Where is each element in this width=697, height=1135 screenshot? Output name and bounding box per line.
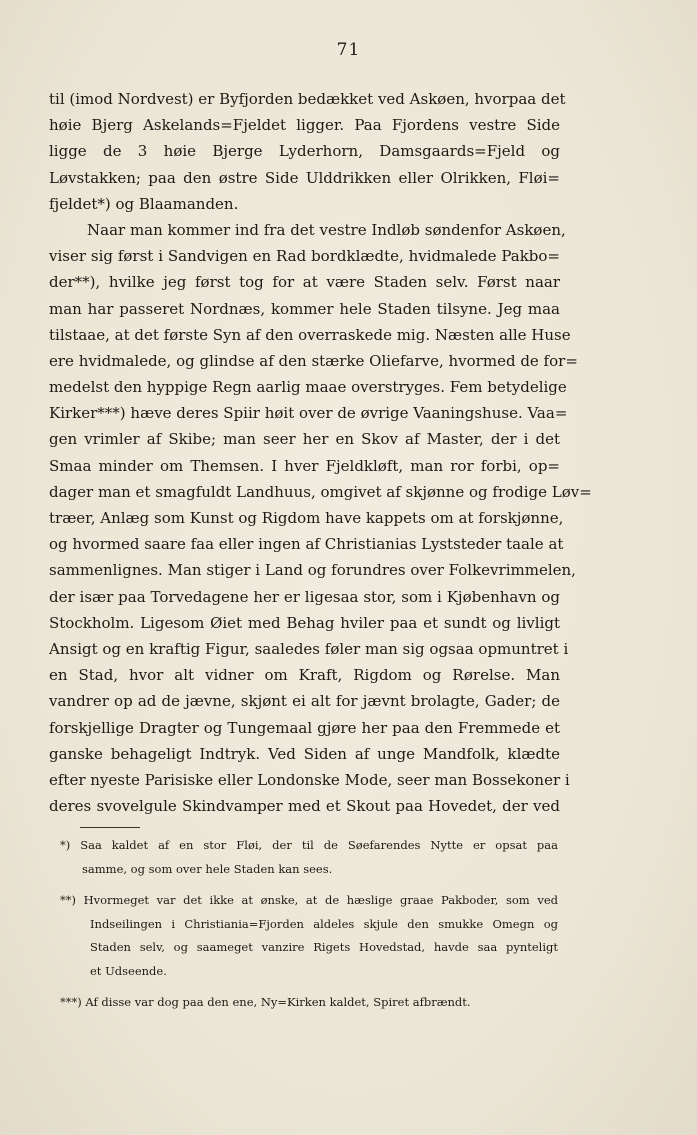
text-line: forskjellige Dragter og Tungemaal gjøre her paa den Fremmede et (49, 718, 560, 737)
text-line: deres svovelgule Skindvamper med et Skout paa Hovedet, der ved (49, 797, 560, 816)
text-line: en Stad, hvor alt vidner om Kraft, Rigdom og Rørelse. Man (49, 666, 560, 685)
text-line: til (imod Nordvest) er Byfjorden bedækket ved Askøen, hvorpaa det (49, 90, 566, 108)
text-line: Løvstakken; paa den østre Side Ulddrikken eller Olrikken, Fløi= (49, 168, 560, 187)
footnote-3 (60, 991, 558, 1015)
footnote-divider (80, 827, 140, 828)
footnote-1 (60, 834, 558, 881)
text-line: ere hvidmalede, og glindse af den stærke Oliefarve, hvormed de for= (49, 351, 578, 370)
footnote-line: Hvormeget var det ikke at ønske, at de hæslige graae Pakboder, som ved (83, 893, 558, 907)
text-line: der**), hvilke jeg først tog for at være Staden selv. Først naar (49, 273, 560, 292)
text-line: Smaa minder om Themsen. I hver Fjeldkløft, man ror forbi, op= (49, 456, 560, 475)
footnotes (60, 834, 558, 1023)
text-line: Naar man kommer ind fra det vestre Indløb søndenfor Askøen, (87, 220, 566, 239)
text-line: viser sig først i Sandvigen en Rad bordklædte, hvidmalede Pakbo= (49, 247, 560, 266)
footnote-2 (60, 889, 558, 983)
text-line: medelst den hyppige Regn aarlig maae overstryges. Fem betydelige (49, 378, 567, 397)
footnote-mark: ***) (60, 995, 82, 1009)
text-line: efter nyeste Parisiske eller Londonske Mode, seer man Bossekoner i (49, 770, 570, 789)
page-number: 71 (336, 40, 361, 60)
body-text (49, 86, 592, 819)
text-line: vandrer op ad de jævne, skjønt ei alt for jævnt brolagte, Gader; de (49, 692, 560, 711)
footnote-line: Staden selv, og saameget vanzire Rigets Hovedstad, havde saa pynteligt (90, 940, 558, 954)
text-line: tilstaae, at det første Syn af den overraskede mig. Næsten alle Huse (49, 325, 571, 344)
footnote-mark: **) (60, 893, 76, 907)
text-line: Kirker***) hæve deres Spiir høit over de øvrige Vaaningshuse. Vaa= (49, 404, 568, 423)
text-line: sammenlignes. Man stiger i Land og forundres over Folkevrimmelen, (49, 561, 576, 580)
text-line: fjeldet*) og Blaamanden. (49, 194, 239, 213)
footnote-mark: *) (60, 838, 71, 852)
text-line: og hvormed saare faa eller ingen af Christianias Lyststeder taale at (49, 535, 564, 554)
text-line: dager man et smagfuldt Landhuus, omgivet af skjønne og frodige Løv= (49, 482, 592, 501)
footnote-line: et Udseende. (90, 963, 167, 978)
footnote-line: Indseilingen i Christiania=Fjorden aldeles skjule den smukke Omegn og (90, 916, 558, 931)
text-line: træer, Anlæg som Kunst og Rigdom have kappets om at forskjønne, (49, 509, 564, 527)
text-line: Stockholm. Ligesom Øiet med Behag hviler paa et sundt og livligt (49, 613, 560, 632)
text-line: gen vrimler af Skibe; man seer her en Skov af Master, der i det (49, 430, 560, 449)
text-line: ganske behageligt Indtryk. Ved Siden af unge Mandfolk, klædte (49, 744, 560, 763)
text-line: høie Bjerg Askelands=Fjeldet ligger. Paa Fjordens vestre Side (49, 116, 560, 135)
text-line: Ansigt og en kraftig Figur, saaledes føler man sig ogsaa opmuntret i (49, 639, 569, 658)
footnote-line: samme, og som over hele Staden kan sees. (82, 861, 333, 876)
footnote-line: Saa kaldet af en stor Fløi, der til de Søefarendes Nytte er opsat paa (80, 838, 558, 852)
text-line: ligge de 3 høie Bjerge Lyderhorn, Damsgaards=Fjeld og (49, 142, 560, 161)
text-line: man har passeret Nordnæs, kommer hele Staden tilsyne. Jeg maa (49, 299, 560, 318)
footnote-line: Af disse var dog paa den ene, Ny=Kirken kaldet, Spiret afbrændt. (85, 995, 471, 1009)
text-line: der især paa Torvedagene her er ligesaa stor, som i Kjøbenhavn og (49, 587, 560, 606)
